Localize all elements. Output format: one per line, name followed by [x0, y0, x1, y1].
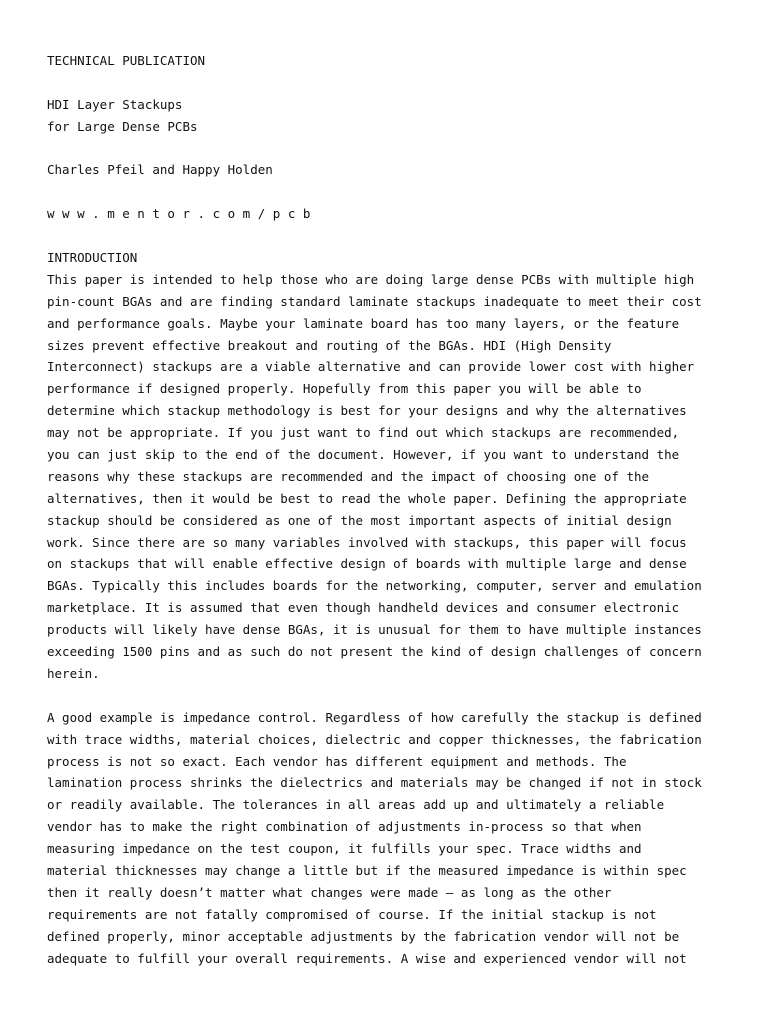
document-title-line-2: for Large Dense PCBs	[47, 118, 198, 134]
spacer	[47, 181, 727, 203]
paragraph-line: you can just skip to the end of the document. However, if you want to understand the	[47, 447, 680, 463]
paragraph-line: vendor has to make the right combination of adjustments in-process so that when	[47, 819, 642, 835]
paragraph-line: requirements are not fatally compromised of course. If the initial stackup is not	[47, 906, 657, 922]
paragraph-line: exceeding 1500 pins and as such do not present the kind of design challenges of concern	[47, 644, 702, 660]
paragraph-line: or readily available. The tolerances in all areas add up and ultimately a reliable	[47, 797, 665, 813]
publication-label: TECHNICAL PUBLICATION	[47, 53, 206, 68]
paragraph-line: performance if designed properly. Hopefully from this paper you will be able to	[47, 381, 642, 397]
paragraph-line: This paper is intended to help those who are doing large dense PCBs with multiple high	[47, 271, 695, 287]
paragraph-line: work. Since there are so many variables involved with stackups, this paper will focus	[47, 534, 687, 550]
section-heading-introduction: INTRODUCTION	[47, 250, 138, 266]
paragraph-line: alternatives, then it would be best to read the whole paper. Defining the appropriate	[47, 490, 687, 506]
paragraph-line: and performance goals. Maybe your laminate board has too many layers, or the feature	[47, 315, 680, 331]
paragraph-line: A good example is impedance control. Regardless of how carefully the stackup is defined	[47, 709, 702, 725]
paragraph-line: with trace widths, material choices, dielectric and copper thicknesses, the fabrication	[47, 731, 702, 747]
paragraph-line: pin-count BGAs and are finding standard laminate stackups inadequate to meet their cost	[47, 293, 702, 309]
paragraph-line: reasons why these stackups are recommended and the impact of choosing one of the	[47, 468, 650, 484]
website-url: w w w . m e n t o r . c o m / p c b	[47, 206, 311, 222]
paragraph-line: products will likely have dense BGAs, it is unusual for them to have multiple instances	[47, 622, 702, 638]
paragraph-line: measuring impedance on the test coupon, it fulfills your spec. Trace widths and	[47, 841, 642, 857]
introduction-paragraph-2	[47, 707, 727, 970]
spacer	[47, 138, 727, 160]
paragraph-line: sizes prevent effective breakout and routing of the BGAs. HDI (High Density	[47, 337, 612, 353]
paragraph-line: stackup should be considered as one of the most important aspects of initial design	[47, 512, 672, 528]
paragraph-line: determine which stackup methodology is best for your designs and why the alternatives	[47, 403, 687, 419]
document-page	[47, 50, 727, 969]
paragraph-line: herein.	[47, 665, 100, 681]
paragraph-line: lamination process shrinks the dielectrics and materials may be changed if not in stock	[47, 775, 702, 791]
paragraph-line: on stackups that will enable effective design of boards with multiple large and dense	[47, 556, 687, 572]
paragraph-line: BGAs. Typically this includes boards for the networking, computer, server and emulation	[47, 578, 702, 594]
introduction-paragraph-1	[47, 269, 727, 685]
paragraph-line: marketplace. It is assumed that even though handheld devices and consumer electronic	[47, 600, 680, 616]
paragraph-line: may not be appropriate. If you just want to find out which stackups are recommended,	[47, 425, 680, 441]
paragraph-line: Interconnect) stackups are a viable alternative and can provide lower cost with higher	[47, 359, 695, 375]
authors: Charles Pfeil and Happy Holden	[47, 162, 273, 178]
paragraph-line: adequate to fulfill your overall requirements. A wise and experienced vendor will not	[47, 950, 687, 966]
spacer	[47, 225, 727, 247]
spacer	[47, 72, 727, 94]
paragraph-line: process is not so exact. Each vendor has different equipment and methods. The	[47, 753, 627, 769]
spacer	[47, 685, 727, 707]
paragraph-line: defined properly, minor acceptable adjustments by the fabrication vendor will not be	[47, 928, 680, 944]
document-title-line-1: HDI Layer Stackups	[47, 96, 183, 112]
paragraph-line: then it really doesn’t matter what changes were made – as long as the other	[47, 884, 612, 900]
paragraph-line: material thicknesses may change a little but if the measured impedance is within spec	[47, 862, 687, 878]
